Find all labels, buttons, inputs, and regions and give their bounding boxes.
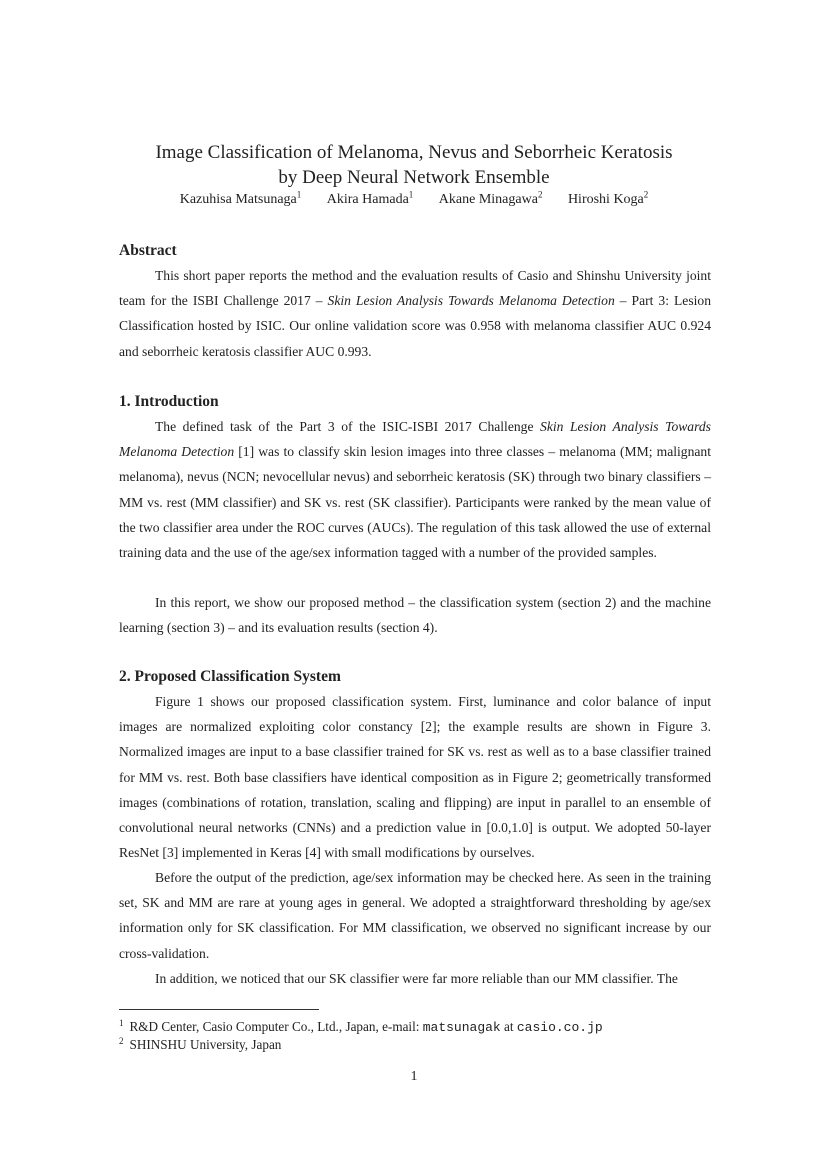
abstract-heading: Abstract xyxy=(119,242,177,259)
email-user: matsunagak xyxy=(422,1020,501,1035)
introduction-paragraph: The defined task of the Part 3 of the ISIC-ISBI 2017 Challenge Skin Lesion Analysis Towards Melanoma Detection [1] was to classify skin lesion images into three classes – melanoma (MM; malignant melanoma), nevus (NCN; nevocellular nevus) and seborrheic keratosis (SK) through two binary classifiers – MM vs. rest (MM classifier) and SK vs. rest (SK classifier). Participants were ranked by the mean value of the two classifier area under the ROC curves (AUCs). The regulation of this task allowed the use of external training data and the use of the age/sex information tagged with a number of the provided samples. xyxy=(119,419,711,561)
footnote-separator xyxy=(119,1009,319,1010)
system-paragraph: Before the output of the prediction, age/sex information may be checked here. As seen in the training set, SK and MM are rare at young ages in general. We adopted a straightforward thresholding by age/sex information only for SK classification. For MM classification, we observed no significant increase by our cross-validation. xyxy=(119,870,711,961)
introduction-paragraph: In this report, we show our proposed method – the classification system (section 2) and the machine learning (section 3) – and its evaluation results (section 4). xyxy=(119,595,711,636)
title-line-2: by Deep Neural Network Ensemble xyxy=(278,167,550,188)
page-number: 1 xyxy=(410,1069,418,1084)
footnote: $^1$ R&D Center, Casio Computer Co., Ltd., Japan, e-mail: matsunagak at casio.co.jp xyxy=(119,1017,603,1035)
author: Kazuhisa Matsunaga$^1$ xyxy=(179,189,302,207)
introduction-heading: 1. Introduction xyxy=(119,393,219,410)
system-paragraph: In addition, we noticed that our SK classifier were far more reliable than our MM classifier. The xyxy=(155,971,678,986)
email-domain: casio.co.jp xyxy=(516,1020,603,1035)
abstract-paragraph: This short paper reports the method and the evaluation results of Casio and Shinshu University joint team for the ISBI Challenge 2017 – Skin Lesion Analysis Towards Melanoma Detection – Part 3: Lesion Classification hosted by ISIC. Our online validation score was 0.958 with melanoma classifier AUC 0.924 and seborrheic keratosis classifier AUC 0.993. xyxy=(119,268,711,359)
title-line-1: Image Classification of Melanoma, Nevus and Seborrheic Keratosis xyxy=(155,142,673,163)
author: Hiroshi Koga$^2$ xyxy=(567,189,649,207)
author: Akane Minagawa$^2$ xyxy=(438,189,543,207)
author-list xyxy=(0,189,828,208)
author: Akira Hamada$^1$ xyxy=(326,189,414,207)
system-paragraph: Figure 1 shows our proposed classification system. First, luminance and color balance of input images are normalized exploiting color constancy [2]; the example results are shown in Figure 3. Normalized images are input to a base classifier trained for SK vs. rest as well as to a base classifier trained for MM vs. rest. Both base classifiers have identical composition as in Figure 2; geometrically transformed images (combinations of rotation, translation, scaling and flipping) are input in parallel to an ensemble of convolutional neural networks (CNNs) and a prediction value in [0.0,1.0] is output. We adopted 50-layer ResNet [3] implemented in Keras [4] with small modifications by ourselves. xyxy=(119,694,711,861)
paper-title xyxy=(0,140,828,190)
system-heading: 2. Proposed Classification System xyxy=(119,668,341,685)
footnote: $^2$ SHINSHU University, Japan xyxy=(119,1035,282,1052)
